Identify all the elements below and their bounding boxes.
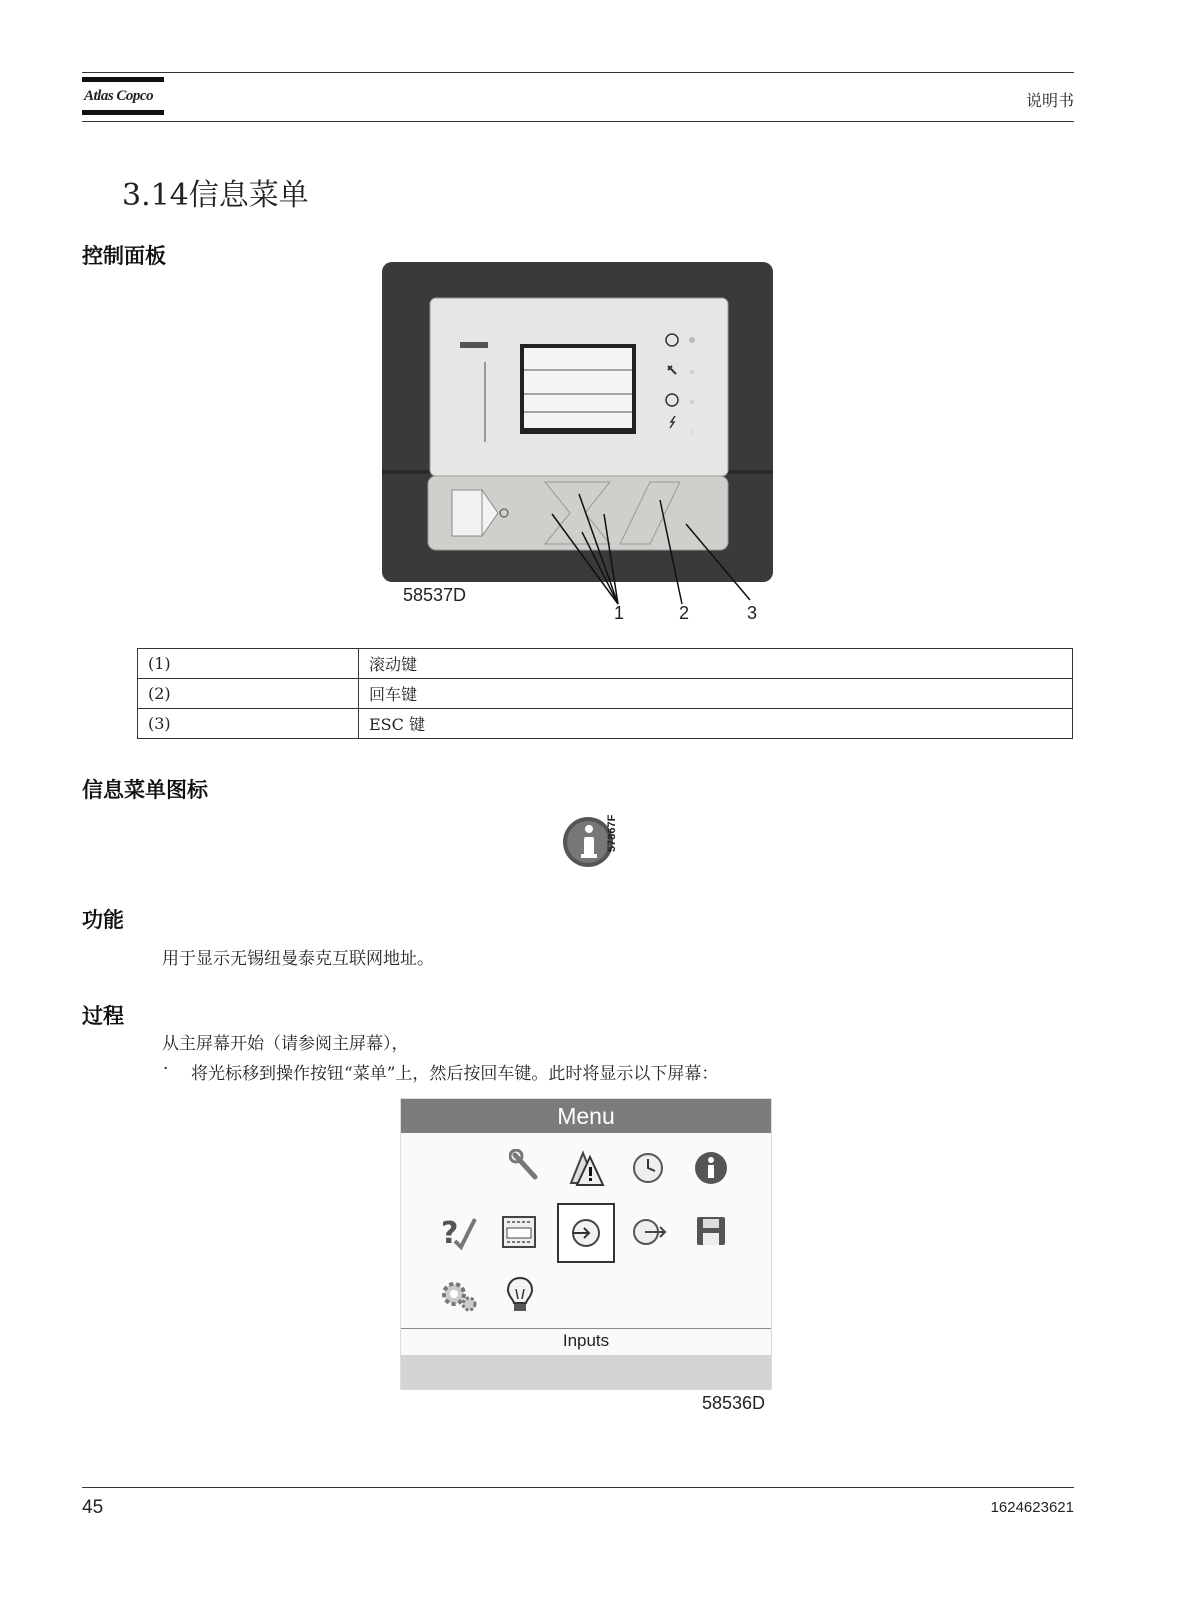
- info-icon[interactable]: [693, 1150, 729, 1186]
- settings-gear-icon[interactable]: [439, 1277, 479, 1313]
- procedure-line-2: 将光标移到操作按钮“菜单”上，然后按回车键。此时将显示以下屏幕：: [191, 1064, 719, 1084]
- svg-text:?: ?: [441, 1216, 459, 1251]
- control-panel-figure-id: 58537D: [403, 585, 467, 605]
- bullet-marker: ·: [163, 1059, 169, 1079]
- document-type: 说明书: [1025, 91, 1074, 110]
- controller-panel-illustration: [380, 262, 775, 622]
- table-row: [138, 649, 1073, 679]
- clock-icon[interactable]: [631, 1151, 665, 1185]
- function-text: 用于显示无锡纽曼泰克互联网地址。: [162, 949, 434, 969]
- outputs-icon[interactable]: [631, 1215, 667, 1249]
- inputs-icon: [559, 1205, 613, 1261]
- menu-screen: [400, 1098, 772, 1390]
- help-check-icon[interactable]: [439, 1213, 479, 1251]
- page-number: 45: [82, 1497, 104, 1518]
- menu-title-bar: Menu: [401, 1099, 771, 1133]
- info-menu-icon-heading: 信息菜单图标: [82, 778, 208, 802]
- callout-2: 2: [679, 603, 690, 623]
- brand-logo: Atlas Copco: [84, 88, 154, 104]
- legend-value: 滚动键: [359, 649, 1073, 679]
- info-icon-figure-id: 57867F: [606, 814, 618, 852]
- procedure-line-1: 从主屏幕开始（请参阅主屏幕），: [162, 1034, 409, 1054]
- legend-key: (3): [138, 709, 359, 739]
- counter-icon[interactable]: [501, 1215, 537, 1249]
- lightbulb-icon[interactable]: [505, 1275, 535, 1315]
- callout-1: 1: [614, 603, 625, 623]
- logo-bar-top: [82, 77, 164, 82]
- menu-figure-id: 58536D: [702, 1393, 766, 1413]
- inputs-menu-item[interactable]: [557, 1203, 615, 1263]
- legend-value: ESC 键: [359, 709, 1073, 739]
- table-row: [138, 679, 1073, 709]
- control-panel-heading: 控制面板: [82, 244, 166, 268]
- wrench-icon[interactable]: [509, 1149, 543, 1185]
- section-title: 3.14信息菜单: [122, 178, 309, 213]
- menu-footer-bar: [401, 1355, 771, 1389]
- procedure-heading: 过程: [82, 1004, 124, 1028]
- selected-item-label: Inputs: [562, 1331, 610, 1350]
- warning-icon[interactable]: [563, 1147, 607, 1187]
- legend-key: (2): [138, 679, 359, 709]
- save-icon[interactable]: [695, 1215, 727, 1247]
- key-legend-table: [137, 648, 1073, 739]
- function-heading: 功能: [82, 908, 124, 932]
- callout-3: 3: [747, 603, 758, 623]
- table-row: [138, 709, 1073, 739]
- document-number: 1624623621: [990, 1499, 1074, 1516]
- legend-key: (1): [138, 649, 359, 679]
- logo-bar-bottom: [82, 110, 164, 115]
- legend-value: 回车键: [359, 679, 1073, 709]
